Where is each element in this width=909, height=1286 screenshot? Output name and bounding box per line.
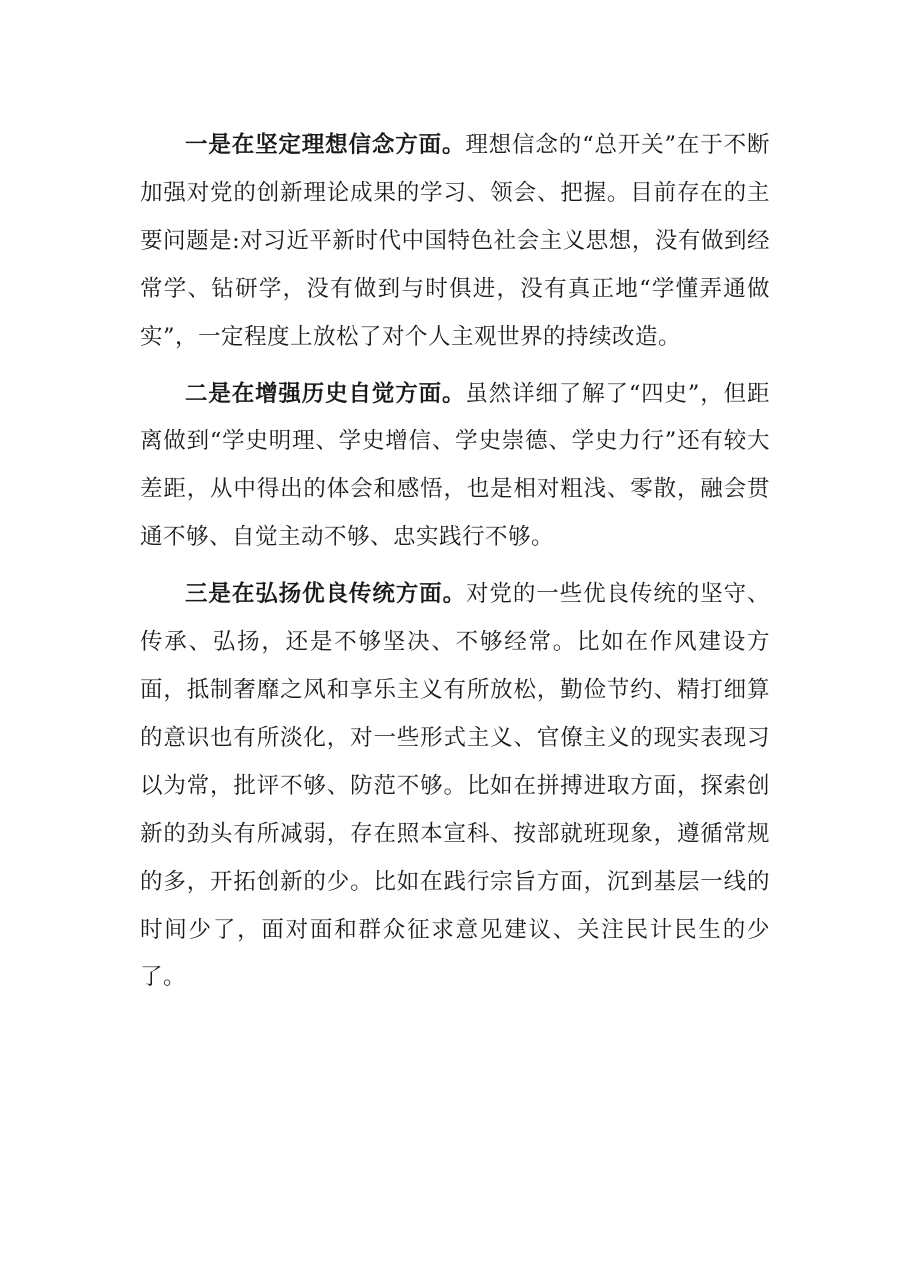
document-page bbox=[140, 122, 770, 1011]
paragraph-heading: 一是在坚定理想信念方面。 bbox=[185, 132, 466, 158]
paragraph-heading: 三是在弘扬优良传统方面。 bbox=[185, 581, 466, 608]
paragraph-body: 理想信念的“总开关”在于不断加强对党的创新理论成果的学习、领会、把握。目前存在的主要问题是:对习近平新时代中国特色社会主义思想，没有做到经常学、钻研学，没有做到与时俱进，没有真正地“学懂弄通做实”，一定程度上放松了对个人主观世界的持续改造。 bbox=[140, 132, 770, 350]
paragraph-historical-consciousness bbox=[140, 371, 770, 563]
paragraph-fine-traditions bbox=[140, 571, 770, 1002]
paragraph-heading: 二是在增强历史自觉方面。 bbox=[185, 380, 466, 407]
paragraph-body: 虽然详细了解了“四史”，但距离做到“学史明理、学史增信、学史崇德、学史力行”还有较大差距，从中得出的体会和感悟，也是相对粗浅、零散，融会贯通不够、自觉主动不够、忠实践行不够。 bbox=[140, 380, 770, 551]
paragraph-body: 对党的一些优良传统的坚守、传承、弘扬，还是不够坚决、不够经常。比如在作风建设方面，抵制奢靡之风和享乐主义有所放松，勤俭节约、精打细算的意识也有所淡化，对一些形式主义、官僚主义的现实表现习以为常，批评不够、防范不够。比如在拼搏进取方面，探索创新的劲头有所减弱，存在照本宣科、按部就班现象，遵循常规的多，开拓创新的少。比如在践行宗旨方面，沉到基层一线的时间少了，面对面和群众征求意见建议、关注民计民生的少了。 bbox=[140, 581, 770, 991]
paragraph-ideals-beliefs bbox=[140, 122, 770, 362]
